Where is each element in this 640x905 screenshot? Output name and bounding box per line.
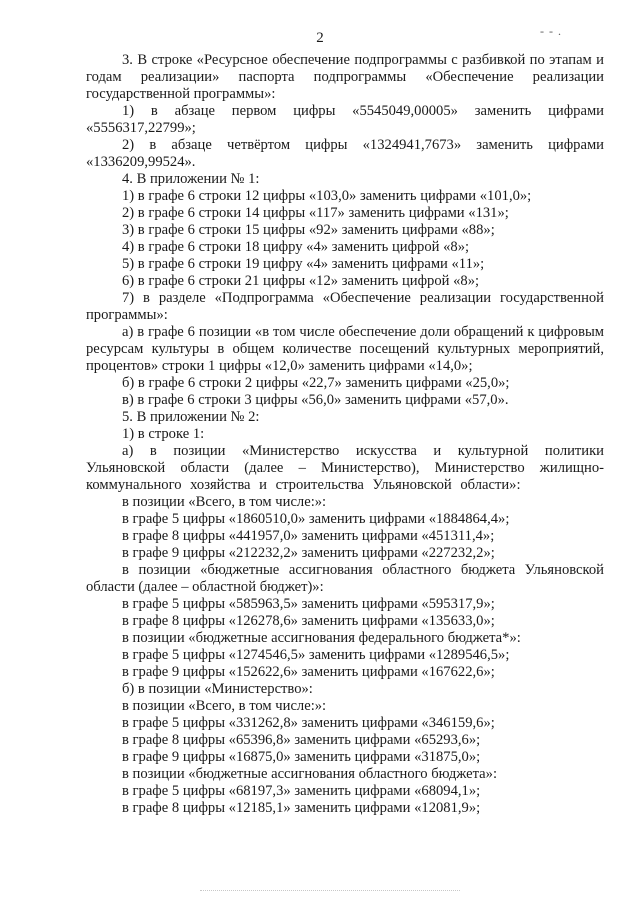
- paragraph: б) в графе 6 строки 2 цифры «22,7» заменить цифрами «25,0»;: [122, 375, 510, 391]
- paragraph: 2) в графе 6 строки 14 цифры «117» заменить цифрами «131»;: [122, 205, 509, 221]
- paragraph: в графе 9 цифры «152622,6» заменить цифрами «167622,6»;: [122, 664, 495, 680]
- paragraph: в графе 5 цифры «68197,3» заменить цифрами «68094,1»;: [122, 783, 481, 799]
- paragraph: в графе 8 цифры «65396,8» заменить цифрами «65293,6»;: [122, 732, 481, 748]
- paragraph: в позиции «бюджетные ассигнования областного бюджета»:: [122, 766, 497, 782]
- page-number: 2: [316, 30, 324, 46]
- paragraph: 4) в графе 6 строки 18 цифру «4» заменить цифрой «8»;: [122, 239, 470, 255]
- paragraph: в) в графе 6 строки 3 цифры «56,0» заменить цифрами «57,0».: [122, 392, 509, 408]
- paragraph: в графе 5 цифры «1274546,5» заменить цифрами «1289546,5»;: [122, 647, 510, 663]
- paragraph: 3) в графе 6 строки 15 цифры «92» заменить цифрами «88»;: [122, 222, 495, 238]
- paragraph: в графе 5 цифры «331262,8» заменить цифрами «346159,6»;: [122, 715, 495, 731]
- paragraph: в графе 8 цифры «12185,1» заменить цифрами «12081,9»;: [122, 800, 481, 816]
- paragraph: а) в позиции «Министерство искусства и культурной политики Ульяновской области (далее – Министерство), Министерство жилищно-коммунального хозяйства и строительства Ульяновской области»:: [86, 443, 604, 493]
- paragraph: б) в позиции «Министерство»:: [122, 681, 313, 697]
- paragraph: 1) в абзаце первом цифры «5545049,00005» заменить цифрами «5556317,22799»;: [86, 103, 604, 136]
- scan-artifact-divider: [200, 890, 460, 895]
- paragraph: в графе 5 цифры «585963,5» заменить цифрами «595317,9»;: [122, 596, 495, 612]
- paragraph: а) в графе 6 позиции «в том числе обеспечение доли обращений к цифровым ресурсам культуры в общем количестве посещений культурных мероприятий, процентов» строки 1 цифры «12,0» заменить цифрами «14,0»;: [86, 324, 604, 374]
- paragraph: в графе 9 цифры «16875,0» заменить цифрами «31875,0»;: [122, 749, 481, 765]
- paragraph: в позиции «Всего, в том числе:»:: [122, 494, 327, 510]
- paragraph: в графе 9 цифры «212232,2» заменить цифрами «227232,2»;: [122, 545, 495, 561]
- paragraph: 3. В строке «Ресурсное обеспечение подпрограммы с разбивкой по этапам и годам реализации» паспорта подпрограммы «Обеспечение реализации государственной программы»:: [86, 52, 604, 102]
- paragraph: в графе 8 цифры «441957,0» заменить цифрами «451311,4»;: [122, 528, 495, 544]
- paragraph: 1) в графе 6 строки 12 цифры «103,0» заменить цифрами «101,0»;: [122, 188, 532, 204]
- paragraph: 6) в графе 6 строки 21 цифры «12» заменить цифрой «8»;: [122, 273, 480, 289]
- paragraph: в позиции «Всего, в том числе:»:: [122, 698, 327, 714]
- paragraph: 7) в разделе «Подпрограмма «Обеспечение реализации государственной программы»:: [86, 290, 604, 323]
- paragraph: в графе 8 цифры «126278,6» заменить цифрами «135633,0»;: [122, 613, 495, 629]
- paragraph: 2) в абзаце четвёртом цифры «1324941,7673» заменить цифрами «1336209,99524».: [86, 137, 604, 170]
- paragraph: в позиции «бюджетные ассигнования федерального бюджета*»:: [122, 630, 521, 646]
- paragraph: 1) в строке 1:: [122, 426, 205, 442]
- paragraph: 5) в графе 6 строки 19 цифру «4» заменить цифрами «11»;: [122, 256, 485, 272]
- paragraph: 4. В приложении № 1:: [122, 171, 260, 187]
- paragraph: в позиции «бюджетные ассигнования областного бюджета Ульяновской области (далее – областной бюджет)»:: [86, 562, 604, 595]
- paragraph: в графе 5 цифры «1860510,0» заменить цифрами «1884864,4»;: [122, 511, 510, 527]
- paragraph: 5. В приложении № 2:: [122, 409, 260, 425]
- document-body: [86, 52, 604, 817]
- corner-mark: - - .: [540, 24, 562, 38]
